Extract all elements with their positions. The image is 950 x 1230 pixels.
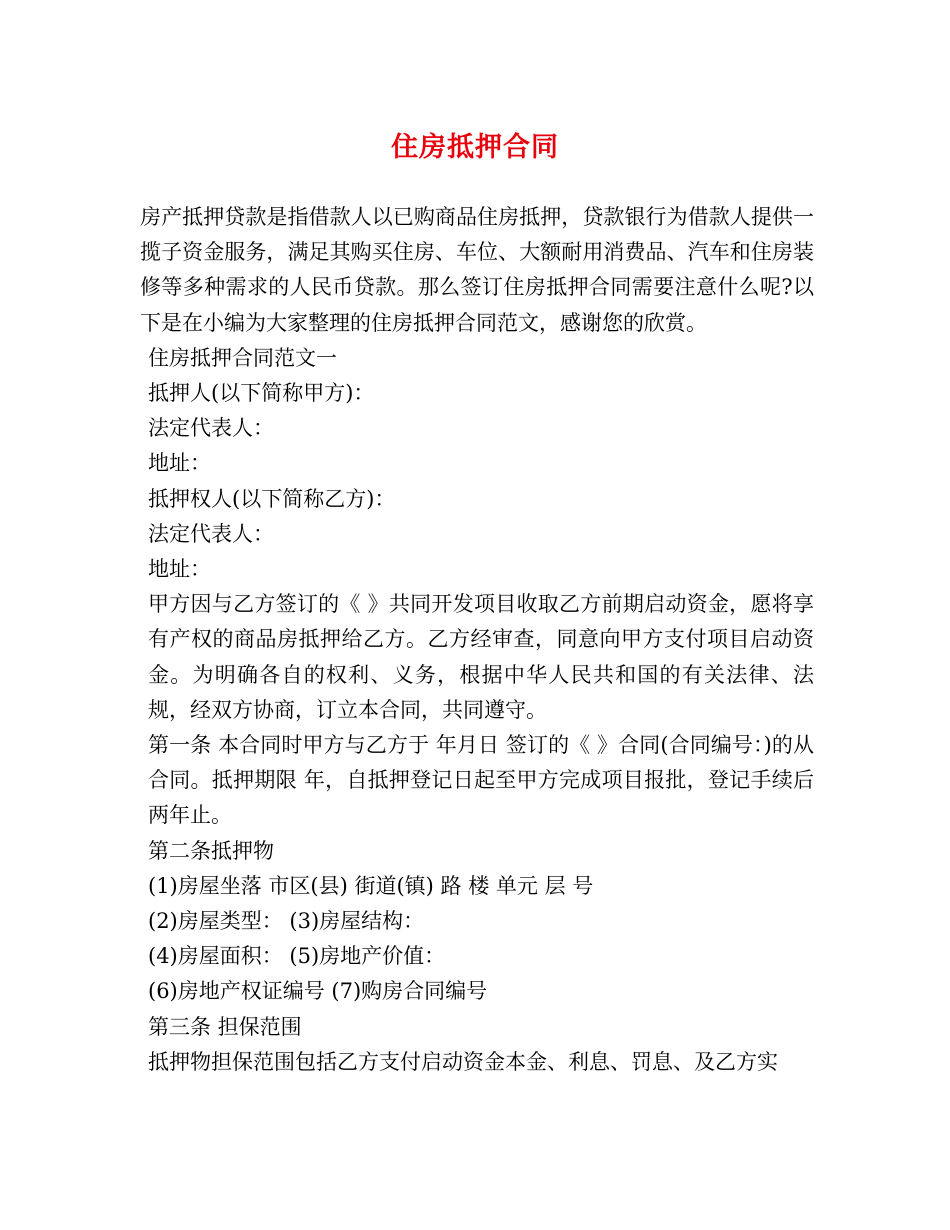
address-line: 地址： (148, 557, 211, 582)
mortgagor-line: 抵押人(以下简称甲方)： (148, 381, 375, 406)
document-title: 住房抵押合同 (391, 132, 559, 163)
intro-paragraph: 房产抵押贷款是指借款人以已购商品住房抵押，贷款银行为借款人提供一揽子资金服务，满足其购买住房、车位、大额耐用消费品、汽车和住房装修等多种需求的人民币贷款。那么签订住房抵押合同需要注意什么呢?以下是在小编为大家整理的住房抵押合同范文，感谢您的欣赏。 (140, 205, 814, 335)
section-heading: 住房抵押合同范文一 (148, 345, 337, 370)
article-two-heading: 第二条抵押物 (148, 838, 274, 863)
legal-rep-line: 法定代表人： (148, 521, 274, 546)
legal-rep-line: 法定代表人： (148, 416, 274, 441)
collateral-item: (4)房屋面积： (5)房地产价值： (148, 944, 446, 969)
scope-paragraph: 抵押物担保范围包括乙方支付启动资金本金、利息、罚息、及乙方实 (148, 1049, 778, 1074)
document-body (140, 200, 814, 1080)
preamble-paragraph: 甲方因与乙方签订的《 》共同开发项目收取乙方前期启动资金，愿将享有产权的商品房抵押给乙方。乙方经审查，同意向甲方支付项目启动资金。为明确各自的权利、义务，根据中华人民共和国的有关法律、法规，经双方协商，订立本合同，共同遵守。 (148, 592, 814, 722)
collateral-item: (2)房屋类型： (3)房屋结构： (148, 909, 425, 934)
article-three-heading: 第三条 担保范围 (148, 1014, 302, 1039)
address-line: 地址： (148, 451, 211, 476)
collateral-item: (6)房地产权证编号 (7)购房合同编号 (148, 979, 488, 1004)
article-one-paragraph: 第一条 本合同时甲方与乙方于 年月日 签订的《 》合同(合同编号：)的从合同。抵押期限 年，自抵押登记日起至甲方完成项目报批，登记手续后两年止。 (148, 733, 814, 828)
collateral-item: (1)房屋坐落 市区(县) 街道(镇) 路 楼 单元 层 号 (148, 873, 594, 898)
mortgagee-line: 抵押权人(以下简称乙方)： (148, 486, 396, 511)
